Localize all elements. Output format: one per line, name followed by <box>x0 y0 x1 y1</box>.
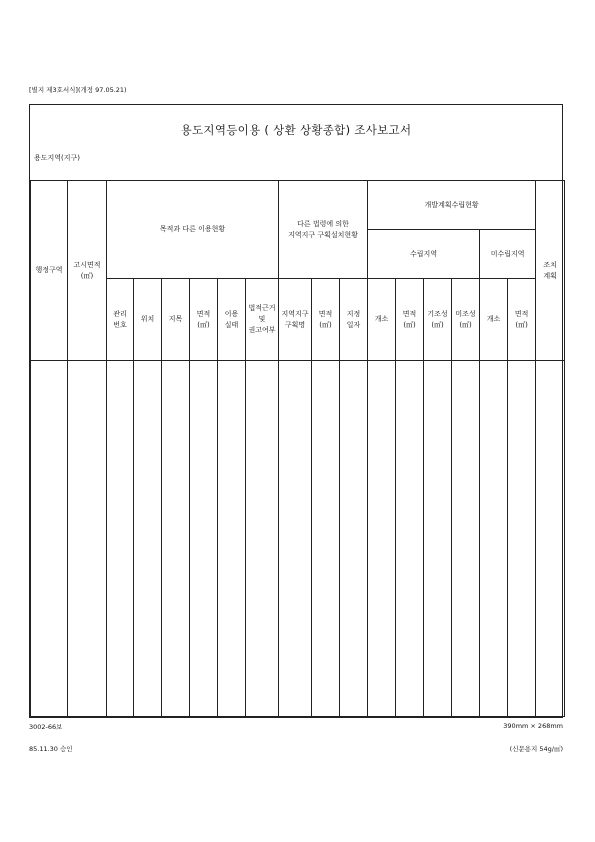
approval-date: 85.11.30 승인 <box>29 745 73 753</box>
header-mgmt-no: 관리 번호 <box>107 279 134 361</box>
body-cell[interactable] <box>68 361 107 717</box>
header-other-law <box>279 181 368 279</box>
body-cell[interactable] <box>279 361 312 717</box>
form-code: 3002-66보 <box>29 723 63 731</box>
body-cell[interactable] <box>31 361 68 717</box>
header-survey-plan-line1: 조치 <box>543 260 557 269</box>
header-area-4: 면적 (㎡) <box>508 279 536 361</box>
body-cell[interactable] <box>162 361 190 717</box>
header-notice-area: 고시면적(㎡) <box>68 181 107 361</box>
header-admin-district: 행정구역 <box>31 181 68 361</box>
header-survey-plan-line2: 계획 <box>543 271 557 280</box>
header-land-category: 지목 <box>162 279 190 361</box>
header-developed: 기조성 (㎡) <box>424 279 452 361</box>
header-survey-plan <box>536 181 565 361</box>
body-cell[interactable] <box>480 361 508 717</box>
body-cell[interactable] <box>312 361 340 717</box>
header-area-2: 면적 (㎡) <box>312 279 340 361</box>
body-cell[interactable] <box>340 361 368 717</box>
header-zone-name: 지역지구 구획명 <box>279 279 312 361</box>
header-dev-plan-status: 개발계획수립현황 <box>368 181 536 230</box>
header-count-2: 개소 <box>480 279 508 361</box>
header-area: 면적 (㎡) <box>190 279 218 361</box>
header-legal-basis: 법적근거및 권고여부 <box>246 279 279 361</box>
body-cell[interactable] <box>452 361 480 717</box>
body-cell[interactable] <box>107 361 134 717</box>
header-use-status: 이용 실태 <box>218 279 246 361</box>
header-unestablished-area: 미수립지역 <box>480 230 536 279</box>
body-cell[interactable] <box>134 361 162 717</box>
body-cell[interactable] <box>190 361 218 717</box>
body-cell[interactable] <box>396 361 424 717</box>
header-designation-date: 지정 일자 <box>340 279 368 361</box>
header-established-area: 수립지역 <box>368 230 480 279</box>
table-body-row <box>31 361 565 717</box>
page-title: 용도지역등이용 ( 상환 상황종합) 조사보고서 <box>180 123 412 137</box>
body-cell[interactable] <box>218 361 246 717</box>
body-cell[interactable] <box>536 361 565 717</box>
header-other-law-line1: 다른 법령에 의한 <box>297 219 349 228</box>
header-count: 개소 <box>368 279 396 361</box>
body-cell[interactable] <box>508 361 536 717</box>
body-cell[interactable] <box>368 361 396 717</box>
survey-table <box>30 180 565 717</box>
form-number: [별지 제3호서식](개정 97.05.21) <box>29 86 127 94</box>
header-undeveloped: 미조성 (㎡) <box>452 279 480 361</box>
header-other-law-line2: 지역지구 구획설치현황 <box>288 230 358 239</box>
paper-spec: (신문용지 54g/㎡) <box>509 745 563 753</box>
body-cell[interactable] <box>424 361 452 717</box>
body-cell[interactable] <box>246 361 279 717</box>
paper-size: 390mm × 268mm <box>503 722 563 730</box>
header-area-3: 면적 (㎡) <box>396 279 424 361</box>
zone-label: 용도지역(지구) <box>34 154 81 162</box>
report-form <box>29 104 563 718</box>
header-location: 위치 <box>134 279 162 361</box>
header-purpose-use-status: 목적과 다른 이용현황 <box>107 181 279 279</box>
